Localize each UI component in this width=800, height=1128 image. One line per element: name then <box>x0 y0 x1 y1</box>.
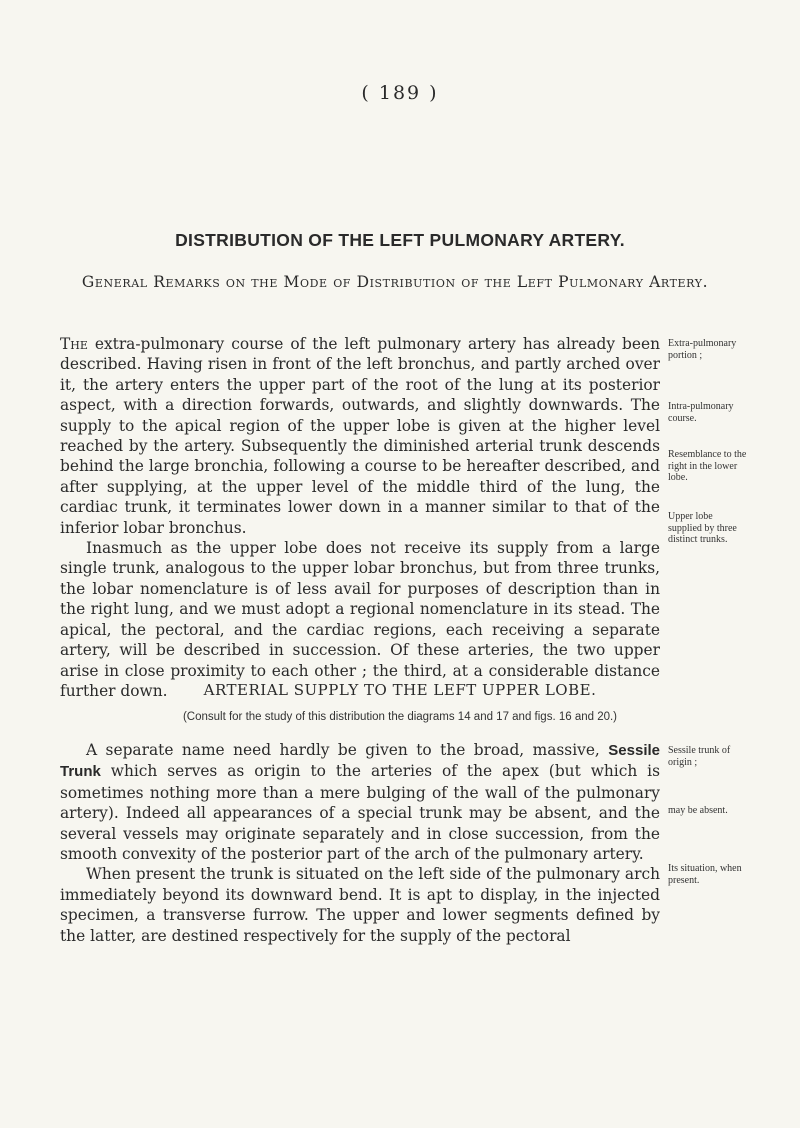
margin-note-resemblance: Resemblance to the right in the lower lobe. <box>668 449 747 483</box>
margin-note-extra: Extra-pulmonary portion ; <box>668 338 737 361</box>
page-number: ( 189 ) <box>361 82 439 104</box>
paragraph-intro <box>60 334 660 701</box>
consult-note: (Consult for the study of this distribution the diagrams 14 and 17 and figs. 16 and 20.) <box>182 711 618 723</box>
lead-word: The <box>60 335 88 353</box>
paragraph-sessile-trunk: A separate name need hardly be given to the broad, massive, Sessile Trunk which serves as origin to the arteries of the apex (but which is sometimes nothing more than a mere bulging of the wall of the pulmonary artery). Indeed all appearances of a special trunk may be absent, and the several vessels may originate separately and in close succession, from the smooth convexity of the posterior part of the arch of the pulmonary artery. When present the trunk is situated on the left side of the pulmonary arch immediately beyond its downward bend. It is apt to display, in the injected specimen, a transverse furrow. The upper and lower segments defined by the latter, are destined respectively for the supply of the pectoral <box>60 741 660 945</box>
section-heading: ARTERIAL SUPPLY TO THE LEFT UPPER LOBE. <box>203 681 597 699</box>
page-title: DISTRIBUTION OF THE LEFT PULMONARY ARTERY. <box>175 230 625 250</box>
paragraph-situation: When present the trunk is situated on the left side of the pulmonary arch immediately beyond its downward bend. It is apt to display, in the injected specimen, a transverse furrow. The upper and lower segments defined by the latter, are destined respectively for the supply of the pectoral <box>60 865 660 945</box>
paragraph-upper-lobe: Inasmuch as the upper lobe does not receive its supply from a large single trunk, analogous to the upper lobar bronchus, but from three trunks, the lobar nomenclature is of less avail for purposes of description than in the right lung, and we must adopt a regional nomenclature in its stead. The apical, the pectoral, and the cardiac regions, each receiving a separate artery, will be described in succession. Of these arteries, the two upper arise in close proximity to each other ; the third, at a considerable distance further down. <box>60 539 660 700</box>
margin-note-sessile: Sessile trunk of origin ; <box>668 745 731 768</box>
paragraph-intro-text: extra-pulmonary course of the left pulmonary artery has already been described. Having risen in front of the left bronchus, and partly arched over it, the artery enters the upper part of the root of the lung at its posterior aspect, with a direction forwards, outwards, and slightly downwards. The supply to the apical region of the upper lobe is given at the higher level reached by the artery. Subsequently the diminished arterial trunk descends behind the large bronchia, following a course to be hereafter described, and after supplying, at the upper level of the middle third of the lung, the cardiac trunk, it terminates lower down in a manner similar to that of the inferior lobar bronchus. <box>60 335 660 537</box>
term-sessile: Sessile <box>608 742 660 759</box>
term-trunk: Trunk <box>60 763 101 781</box>
margin-note-situation: Its situation, when present. <box>668 863 742 886</box>
subtitle: General Remarks on the Mode of Distribution of the Left Pulmonary Artery. <box>81 273 709 291</box>
margin-note-upper-lobe: Upper lobe supplied by three distinct trunks. <box>668 511 737 545</box>
margin-note-absent: may be absent. <box>668 805 728 816</box>
margin-note-intra: Intra-pulmonary course. <box>668 401 734 424</box>
